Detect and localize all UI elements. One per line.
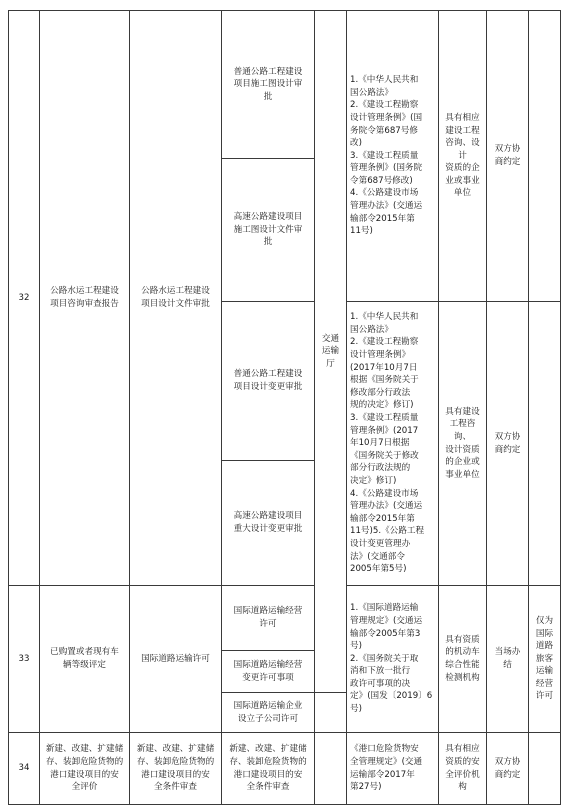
remark: 仅为 国际 道路 旅客 运输 经营 许可 — [529, 586, 561, 733]
qualification: 具有相应 建设工程 咨询、设计 资质的企 业或事业 单位 — [439, 11, 487, 302]
document-page — [8, 10, 560, 804]
table-row — [9, 733, 561, 805]
legal-basis: 《港口危险货物安 全管理规定》(交通 运输部令2017年 第27号) — [347, 733, 439, 805]
table-row — [9, 11, 561, 159]
item-name: 公路水运工程建设 项目咨询审查报告 — [40, 11, 130, 586]
task-name: 普通公路工程建设 项目设计变更审批 — [222, 302, 315, 461]
qualification: 具有建设 工程咨询、 设计资质 的企业或 事业单位 — [439, 302, 487, 586]
department: 交通 运输 厅 — [315, 11, 347, 693]
item-name: 新建、改建、扩建储 存、装卸危险货物的 港口建设项目的安 全评价 — [40, 733, 130, 805]
remark — [529, 302, 561, 586]
task-name: 高速公路建设项目 重大设计变更审批 — [222, 461, 315, 586]
task-name: 新建、改建、扩建储 存、装卸危险货物的 港口建设项目的安 全条件审查 — [222, 733, 315, 805]
service-items-table — [8, 10, 561, 805]
row-number: 32 — [9, 11, 40, 586]
item-name: 已购置或者现有车 辆等级评定 — [40, 586, 130, 733]
task-name: 高速公路建设项目 施工图设计文件审 批 — [222, 159, 315, 302]
qualification: 具有相应 资质的安 全评价机 构 — [439, 733, 487, 805]
row-number: 33 — [9, 586, 40, 733]
handling-method: 当场办 结 — [487, 586, 529, 733]
handling-method: 双方协 商约定 — [487, 11, 529, 302]
task-name: 国际道路运输经营 许可 — [222, 586, 315, 651]
row-number: 34 — [9, 733, 40, 805]
remark — [529, 11, 561, 302]
task-name: 国际道路运输经营 变更许可事项 — [222, 651, 315, 693]
table-row — [9, 586, 561, 651]
sub-item-name: 公路水运工程建设 项目设计文件审批 — [130, 11, 222, 586]
handling-method: 双方协 商约定 — [487, 733, 529, 805]
task-name: 普通公路工程建设 项目施工图设计审 批 — [222, 11, 315, 159]
legal-basis: 1.《国际道路运输 管理规定》(交通运 输部令2005年第3 号) 2.《国务院关于取 消和下放一批行 政许可事项的决 定》(国发〔2019〕6 号) — [347, 586, 439, 733]
legal-basis: 1.《中华人民共和 国公路法》 2.《建设工程勘察 设计管理条例》 (2017年10月7日 根据《国务院关于 修改部分行政法 规的决定》修订) 3.《建设工程质量 管理条例》(2017 年10月7日根据 《国务院关于修改 部分行政法规的 决定》修订) 4.《公路建设市场 管理办法》(交通运 输部令2015年第 11号)5.《公路工程 设计变更管理办 法》(交通部令 2005年第5号) — [347, 302, 439, 586]
handling-method: 双方协 商约定 — [487, 302, 529, 586]
sub-item-name: 国际道路运输许可 — [130, 586, 222, 733]
remark — [529, 733, 561, 805]
sub-item-name: 新建、改建、扩建储 存、装卸危险货物的 港口建设项目的安 全条件审查 — [130, 733, 222, 805]
legal-basis: 1.《中华人民共和 国公路法》 2.《建设工程勘察 设计管理条例》(国 务院令第687号修 改) 3.《建设工程质量 管理条例》(国务院 令第687号修改) 4.《公路建设市场 管理办法》(交通运 输部令2015年第 11号) — [347, 11, 439, 302]
department-blank — [315, 733, 347, 805]
qualification: 具有资质 的机动车 综合性能 检测机构 — [439, 586, 487, 733]
task-name: 国际道路运输企业 设立子公司许可 — [222, 693, 315, 733]
department-blank — [315, 693, 347, 733]
